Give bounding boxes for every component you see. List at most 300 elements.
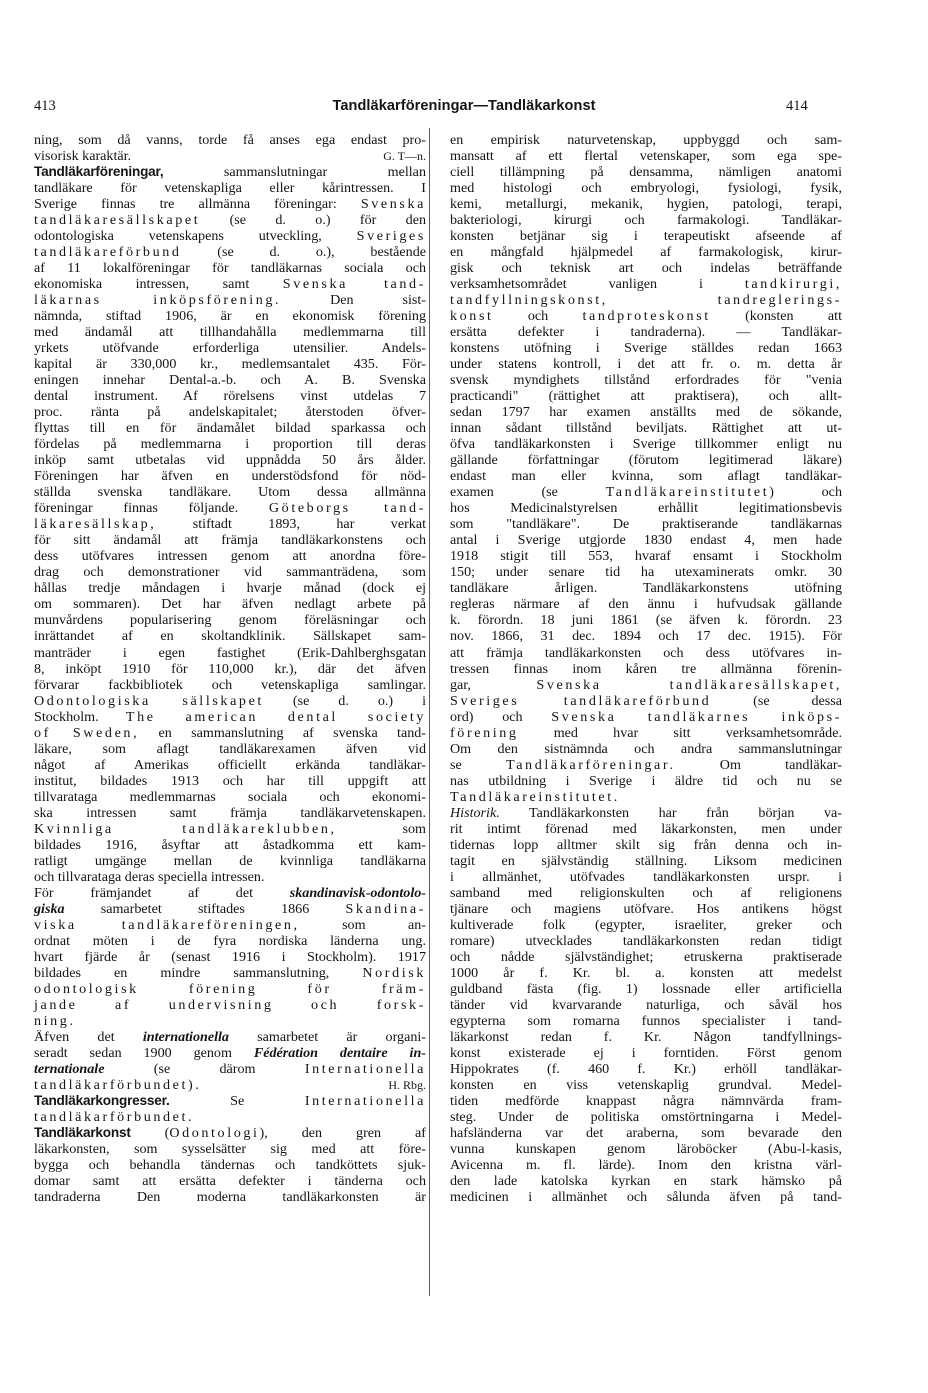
text-segment: proc. ränta på andelskapitalet; återstoden öfver- — [34, 404, 426, 421]
text-segment: egypterna som romarna funnos specialister i tand- — [450, 1012, 842, 1029]
running-title: Tandläkarföreningar—Tandläkarkonst — [332, 98, 596, 114]
text-segment: sammanslutningar mellan — [163, 164, 426, 181]
text-segment: om sommaren). Det har äfven nedlagt arbete på — [34, 596, 426, 613]
text-segment: ternationale — [34, 1060, 105, 1077]
text-line — [450, 564, 842, 580]
text-segment: med hvar sitt verksamhetsområde. — [518, 724, 842, 741]
text-segment: tiden medförde knappast några nämnvärda fram- — [450, 1092, 842, 1109]
text-segment: nas utbildning i Sverige i äldre tid och nu se — [450, 772, 842, 789]
text-segment: tandläkare för vetenskapliga eller kårintressen. I — [34, 180, 426, 197]
text-segment: inrättandet af en skoltandklinik. Sällskapet sam- — [34, 628, 426, 645]
text-line — [34, 981, 426, 997]
text-line — [34, 612, 426, 628]
text-line — [34, 244, 426, 260]
text-segment: en mångfald hjälpmedel af farmakologisk, kirur- — [450, 244, 842, 261]
text-segment: dental instrument. Af rörelsens vinst utdelas 7 — [34, 388, 426, 405]
text-segment: hos Medicinalstyrelsen erhållit legitimationsbevis — [450, 500, 842, 517]
text-line — [450, 228, 842, 244]
text-segment: Internationella — [304, 1092, 426, 1109]
text-segment: kapital är 330,000 kr., medlemsantalet 435. För- — [34, 356, 426, 373]
text-line — [34, 901, 426, 917]
text-segment: Hippokrates (f. 460 f. Kr.) erhöll tandläkar- — [450, 1060, 842, 1077]
text-line — [450, 260, 842, 276]
text-line — [450, 997, 842, 1013]
text-segment: samband med religionskulten och af religionens — [450, 884, 842, 901]
text-line — [34, 1109, 426, 1125]
text-segment: vunna kunskapen genom läroböcker (Abu-l-kasis, — [450, 1140, 842, 1157]
text-segment: of Sweden, — [34, 724, 140, 741]
text-segment: tandläkarförbundet. — [34, 1108, 195, 1125]
text-line — [34, 500, 426, 516]
text-segment: Tandläkareinstitutet — [605, 484, 770, 501]
text-segment: som — [336, 820, 426, 837]
text-line — [34, 741, 426, 757]
text-line — [34, 709, 426, 725]
text-segment: bildades en mindre sammanslutning, — [34, 964, 363, 981]
text-segment: den lade katolska kyrkan en stark hämsko på — [450, 1173, 842, 1190]
entry-headword: Tandläkarkongresser. — [34, 1092, 170, 1108]
text-line — [450, 596, 842, 612]
text-line — [450, 949, 842, 965]
text-segment: manträder i egen fastighet (Erik-Dahlberghsgatan — [34, 644, 426, 661]
text-line — [34, 1189, 426, 1205]
text-segment: och — [493, 308, 583, 325]
text-line — [34, 853, 426, 869]
text-segment: (se d. o.), bestående — [181, 244, 426, 261]
text-segment: För främjandet af det — [34, 884, 290, 901]
text-line — [450, 885, 842, 901]
text-segment: Om tandläkar- — [675, 756, 842, 773]
text-line — [34, 725, 426, 741]
text-line — [34, 885, 426, 901]
text-line — [450, 1077, 842, 1093]
text-segment: af 11 lokalföreningar för tandläkarnas sociala och — [34, 260, 426, 277]
text-segment: tandkirurgi, — [744, 276, 842, 293]
text-segment: romare) utvecklades tandläkarkonsten redan tidigt — [450, 932, 842, 949]
text-segment: Göteborgs tand- — [268, 500, 426, 517]
text-segment: ordnat möten i de fyra nordiska länderna ung. — [34, 932, 426, 949]
text-segment: tidernas lopp alltmer skilt sig från denna och in- — [450, 836, 842, 853]
text-line — [450, 196, 842, 212]
text-segment: konsten en viss vetenskaplig grundval. Medel- — [450, 1076, 842, 1093]
text-line — [450, 132, 842, 148]
text-line — [450, 340, 842, 356]
text-segment: verksamhetsområdet vanligen i — [450, 276, 745, 293]
text-segment: med ändamål att tillhandahålla medlemmarna till — [34, 324, 426, 341]
text-line — [450, 292, 842, 308]
text-segment: tressen finnas inom kåren tre allmänna förenin- — [450, 660, 842, 677]
text-segment: ersätta defekter i tandraderna). — Tandläkar- — [450, 324, 842, 341]
text-line — [34, 340, 426, 356]
text-line — [450, 645, 842, 661]
text-line — [450, 452, 842, 468]
text-segment: ) och — [769, 484, 842, 501]
text-segment: tandläkarförbundet). — [34, 1076, 202, 1093]
text-line — [450, 468, 842, 484]
text-line — [450, 1157, 842, 1173]
text-line — [450, 436, 842, 452]
entry-headword: Tandläkarkonst — [34, 1124, 131, 1140]
text-line — [34, 596, 426, 612]
text-segment: ord) och — [450, 708, 552, 725]
text-line — [34, 324, 426, 340]
text-line — [34, 228, 426, 244]
text-line — [34, 452, 426, 468]
text-segment: regleras närmare af den ännu i hufvudsak gällande — [450, 596, 842, 613]
text-segment: sedan 1797 har examen anställts med de sökande, — [450, 404, 842, 421]
text-segment: bildades 1916, åsyftar att åstadkomma ett kam- — [34, 836, 426, 853]
text-line — [34, 484, 426, 500]
text-segment: ), den gren af — [259, 1124, 426, 1141]
text-line — [34, 1125, 426, 1141]
text-segment: inköp samt utbetalas vid uppnådda 50 års ålder. — [34, 452, 426, 469]
text-segment: (se därom — [104, 1060, 305, 1077]
text-line — [34, 132, 426, 148]
text-segment: förening — [450, 724, 519, 741]
text-segment: Den sist- — [281, 292, 427, 309]
text-segment: giska — [34, 900, 65, 917]
page-number-right: 414 — [786, 98, 808, 114]
text-line — [450, 212, 842, 228]
text-segment: Odontologi — [169, 1124, 260, 1141]
entry-headword: Tandläkarföreningar, — [34, 164, 164, 180]
text-line — [34, 436, 426, 452]
text-line — [450, 532, 842, 548]
text-segment: yrkets utöfvande erforderliga utensilier. Andels- — [34, 340, 426, 357]
text-line — [450, 821, 842, 837]
text-segment: tandläkaresällskapet — [34, 212, 201, 229]
text-segment: Svenska tand- — [282, 276, 426, 293]
text-line — [450, 757, 842, 773]
text-line — [450, 580, 842, 596]
text-line — [450, 1189, 842, 1205]
text-line — [34, 1045, 426, 1061]
text-segment: examen (se — [450, 484, 606, 501]
text-segment: läkaresällskap, — [34, 516, 157, 533]
text-line — [34, 1029, 426, 1045]
text-line — [450, 901, 842, 917]
text-segment: odontologisk förening för främ- — [34, 980, 426, 997]
text-segment: Nordisk — [362, 964, 426, 981]
text-line — [450, 917, 842, 933]
text-line — [34, 420, 426, 436]
text-segment: för sitt ändamål att främja tandläkarkonstens och — [34, 532, 426, 549]
text-line — [450, 837, 842, 853]
text-segment: tillvarataga medlemmarnas sociala och ekonomi- — [34, 788, 426, 805]
text-line — [450, 308, 842, 324]
text-segment: fördelas på medlemmarna i proportion till deras — [34, 436, 426, 453]
text-segment: ratligt umgänge mellan de kvinnliga tandläkarna — [34, 852, 426, 869]
text-line — [34, 965, 426, 981]
text-line — [34, 308, 426, 324]
text-segment: ekonomiska intressen, samt — [34, 276, 283, 293]
text-line — [450, 612, 842, 628]
text-line — [34, 1141, 426, 1157]
text-segment: drag och demonstrationer vid sammanträdena, som — [34, 564, 426, 581]
text-line — [34, 869, 426, 885]
text-line — [34, 645, 426, 661]
text-segment: viska tandläkareföreningen, — [34, 916, 300, 933]
text-line — [450, 276, 842, 292]
text-line — [450, 1125, 842, 1141]
text-line — [450, 805, 842, 821]
text-line — [34, 1093, 426, 1109]
text-segment: seradt sedan 1900 genom — [34, 1044, 254, 1061]
text-segment: ning, som då vanns, torde få anses ega endast pro- — [34, 132, 426, 148]
text-segment: dess utöfvares intressen genom att anordna före- — [34, 548, 426, 565]
text-line — [34, 789, 426, 805]
text-segment: Tandläkareinstitutet. — [450, 788, 620, 805]
text-segment: en sammanslutning af svenska tand- — [139, 724, 426, 741]
text-line — [450, 853, 842, 869]
text-segment: domar samt att ersätta defekter i tänderna och — [34, 1173, 426, 1190]
text-line — [34, 468, 426, 484]
text-segment: ställda svenska tandläkare. Utom dessa allmänna — [34, 484, 426, 501]
text-line — [34, 837, 426, 853]
text-segment: guldband fästa (fig. 1) lossnade eller artificiella — [450, 980, 842, 997]
text-line — [450, 548, 842, 564]
text-segment: nov. 1866, 31 dec. 1894 och 17 dec. 1915). För — [450, 628, 842, 645]
column-divider — [429, 128, 430, 1296]
text-segment: Svenska tandläkaresällskapet, — [536, 676, 843, 693]
text-line — [34, 997, 426, 1013]
text-segment: i allmänhet, utöfvades tandläkarkonsten urspr. i — [450, 868, 842, 885]
text-line — [34, 821, 426, 837]
text-segment: Sveriges — [356, 228, 426, 245]
text-segment: The american dental society — [125, 708, 426, 725]
text-line — [450, 372, 842, 388]
text-segment: tandraderna Den moderna tandläkarkonsten är — [34, 1189, 426, 1206]
text-line — [34, 628, 426, 644]
text-segment: ( — [130, 1124, 170, 1141]
text-segment: odontologiska vetenskapens utveckling, — [34, 228, 357, 245]
text-line — [450, 741, 842, 757]
text-line — [450, 388, 842, 404]
text-segment: 1918 stigit till 553, hvaraf ensamt i Stockholm — [450, 548, 842, 565]
text-segment: Sverige finnas tre allmänna föreningar: — [34, 196, 361, 213]
text-line — [450, 789, 842, 805]
text-line — [34, 1077, 426, 1093]
text-line — [34, 949, 426, 965]
text-line — [34, 292, 426, 308]
text-segment: Skandina- — [345, 900, 426, 917]
text-segment: 150; under senare tid ha utexaminerats omkr. 30 — [450, 564, 842, 581]
text-segment: tagit en självständig ställning. Liksom medicinen — [450, 852, 842, 869]
text-segment: kemi, metallurgi, mekanik, hygien, patologi, terapi, — [450, 196, 842, 213]
text-segment: bakteriologi, kirurgi och farmakologi. Tandläkar- — [450, 212, 842, 229]
text-line — [34, 661, 426, 677]
text-line — [450, 677, 842, 693]
text-line — [450, 164, 842, 180]
text-segment: Stockholm. — [34, 708, 126, 725]
right-column — [450, 132, 842, 1205]
text-segment: hafsländerna var det araberna, som bevarade den — [450, 1124, 842, 1141]
text-segment: Avicenna m. fl. lärde). Inom den kristna värl- — [450, 1157, 842, 1173]
text-segment: flyttas till en för ändamålet bildad sparkassa och — [34, 420, 426, 437]
text-segment: Kvinnliga tandläkareklubben, — [34, 820, 337, 837]
text-segment: Svenska — [360, 196, 426, 213]
text-segment: tandläkare årligen. Tandläkarkonstens utöfning — [450, 580, 842, 597]
text-segment: eningen innehar Dental-a.-b. och A. B. Svenska — [34, 372, 426, 389]
text-segment: föreningar finnas följande. — [34, 500, 269, 517]
text-line — [34, 917, 426, 933]
text-line — [34, 404, 426, 420]
text-line — [450, 500, 842, 516]
text-line — [450, 1141, 842, 1157]
text-line — [34, 532, 426, 548]
text-segment: ska intressen samt främja tandläkarvetenskapen. — [34, 804, 426, 821]
text-segment: tjänare och magiens utöfvare. Hos antikens högst — [450, 900, 842, 917]
text-line — [450, 1029, 842, 1045]
text-segment: en empirisk naturvetenskap, uppbyggd och sam- — [450, 132, 842, 148]
text-segment: munvårdens popularisering genom föreläsningar och — [34, 612, 426, 629]
text-segment: (se dessa — [711, 692, 842, 709]
text-segment: läkare, som aflagt tandläkarexamen äfven vid — [34, 740, 426, 757]
text-segment: tänder vid kvarvarande naturliga, och såväl hos — [450, 996, 842, 1013]
text-line — [450, 180, 842, 196]
text-line — [450, 1173, 842, 1189]
text-segment: öfva tandläkarkonsten i Sverige tillkommer enligt nu — [450, 436, 842, 453]
text-line — [450, 628, 842, 644]
text-segment: practicandi" (rättighet att praktisera), och allt- — [450, 388, 842, 405]
text-segment: institut, bildades 1913 och har till uppgift att — [34, 772, 426, 789]
text-segment: läkarkonsten, som sysselsätter sig med att före- — [34, 1140, 426, 1157]
text-segment: 1000 år f. Kr. bl. a. konsten att medelst — [450, 964, 842, 981]
text-segment: rit intimt förenad med läkarkonsten, men under — [450, 820, 842, 837]
text-line — [34, 516, 426, 532]
text-line — [34, 180, 426, 196]
left-column — [34, 132, 426, 1205]
text-segment: som "tandläkare". De praktiserande tandläkarnas — [450, 516, 842, 533]
text-line — [34, 693, 426, 709]
text-segment: ning. — [34, 1012, 76, 1029]
text-segment: (se d. o.) i — [263, 692, 426, 709]
text-segment: (se d. o.) för den — [200, 212, 426, 229]
text-segment: Sveriges tandläkareförbund — [450, 692, 712, 709]
text-line — [450, 516, 842, 532]
text-segment: Internationella — [304, 1060, 426, 1077]
text-segment: 8, inköpt 1910 för 110,000 kr.), där det äfven — [34, 660, 426, 677]
text-segment: endast man eller kvinna, som aflagt tandläkar- — [450, 468, 842, 485]
text-segment: hållas tredje måndagen i hvarje månad (dock ej — [34, 580, 426, 597]
text-line — [34, 276, 426, 292]
text-line — [34, 356, 426, 372]
text-segment: Se — [169, 1092, 305, 1109]
text-line — [34, 773, 426, 789]
text-line — [34, 1061, 426, 1077]
text-segment: konstens utöfning i Sverige ställdes redan 1663 — [450, 340, 842, 357]
text-segment: Historik. — [450, 804, 500, 821]
text-segment: och tillvarataga deras speciella intressen. — [34, 868, 265, 885]
text-segment: gar, — [450, 676, 537, 693]
text-segment: Tandläkarföreningar. — [505, 756, 676, 773]
text-line — [34, 580, 426, 596]
text-segment: Om den sistnämnda och andra sammanslutningar — [450, 740, 842, 757]
text-line — [34, 933, 426, 949]
text-segment: mansatt af ett flertal vetenskaper, som ega spe- — [450, 148, 842, 165]
text-line — [450, 1013, 842, 1029]
text-segment: och nådde självständighet; etruskerna praktiserade — [450, 948, 842, 965]
text-line — [34, 1157, 426, 1173]
text-segment: stiftadt 1893, har verkat — [156, 516, 426, 533]
text-line — [34, 372, 426, 388]
text-line — [450, 965, 842, 981]
text-segment: gällande författningar (förutom legitimerad läkare) — [450, 452, 842, 469]
page-number-left: 413 — [34, 98, 56, 114]
text-line — [450, 324, 842, 340]
text-segment: under statens kontroll, i det att fr. o. m. detta år — [450, 356, 842, 373]
text-segment: innan sådant tillstånd beviljats. Rättighet att ut- — [450, 420, 842, 437]
text-segment: ciell tillämpning på densamma, nämligen anatomi — [450, 164, 842, 181]
text-segment: tandfyllningskonst, tandreglerings- — [450, 292, 842, 309]
text-segment: gisk och teknisk art och indelas beträffande — [450, 260, 842, 277]
text-line — [450, 709, 842, 725]
text-line — [34, 164, 426, 180]
text-segment: k. förordn. 18 juni 1861 (se äfven k. förordn. 23 — [450, 612, 842, 629]
text-line — [34, 805, 426, 821]
text-segment: (konsten att — [710, 308, 842, 325]
text-segment: antal i Sverige utgjorde 1830 endast 4, men hade — [450, 532, 842, 549]
text-segment: medicinen i allmänhet och sålunda äfven på tand- — [450, 1189, 842, 1206]
text-segment: bygga och behandla tändernas och tandköttets sjuk- — [34, 1157, 426, 1173]
text-line — [34, 548, 426, 564]
text-line — [450, 1109, 842, 1125]
text-line — [34, 388, 426, 404]
text-line — [34, 677, 426, 693]
text-segment: tandläkareförbund — [34, 244, 182, 261]
text-segment: med histologi och embryologi, fysiologi, fysik, — [450, 180, 842, 197]
text-segment: Fédération dentaire in- — [253, 1044, 426, 1061]
text-line — [34, 1013, 426, 1029]
text-line — [450, 725, 842, 741]
text-line — [450, 661, 842, 677]
text-segment: visorisk karaktär. — [34, 148, 132, 165]
text-segment: internationella — [142, 1028, 229, 1045]
text-line — [450, 148, 842, 164]
text-line — [450, 693, 842, 709]
text-line — [34, 564, 426, 580]
text-line — [450, 1061, 842, 1077]
text-segment: läkarnas inköpsförening. — [34, 292, 282, 309]
text-segment: jande af undervisning och forsk- — [34, 996, 426, 1013]
text-line — [34, 212, 426, 228]
text-line — [34, 260, 426, 276]
text-line — [450, 404, 842, 420]
text-line — [450, 356, 842, 372]
text-segment: som an- — [299, 916, 426, 933]
text-segment: tandproteskonst — [582, 308, 711, 325]
text-segment: svensk myndighets tillstånd erfordrades för "venia — [450, 372, 842, 389]
text-line — [34, 757, 426, 773]
text-line — [450, 244, 842, 260]
text-segment: skandinavisk-odontolo- — [289, 884, 426, 901]
text-segment: steg. Under de politiska omstörtningarna i Medel- — [450, 1108, 842, 1125]
text-segment: Odontologiska sällskapet — [34, 692, 264, 709]
text-segment: nämnda, stiftad 1906, är en ekonomisk förening — [34, 308, 426, 325]
author-signature: H. Rbg. — [388, 1077, 426, 1092]
text-segment: samarbetet är organi- — [228, 1028, 426, 1045]
text-segment: Äfven det — [34, 1028, 143, 1045]
text-line — [450, 484, 842, 500]
text-segment: läkarkonst redan f. Kr. Någon tandfyllnings- — [450, 1028, 842, 1045]
text-line — [450, 1045, 842, 1061]
text-segment: konst — [450, 308, 494, 325]
text-line — [450, 933, 842, 949]
text-segment: något af Amerikas officiellt erkända tandläkar- — [34, 756, 426, 773]
text-segment: kultiverade folk (egypter, israeliter, greker och — [450, 916, 842, 933]
text-segment: konsten betjänar sig i terapeutiskt afseende af — [450, 228, 842, 245]
text-segment: att främja tandläkarkonsten och dess utöfvares in- — [450, 644, 842, 661]
